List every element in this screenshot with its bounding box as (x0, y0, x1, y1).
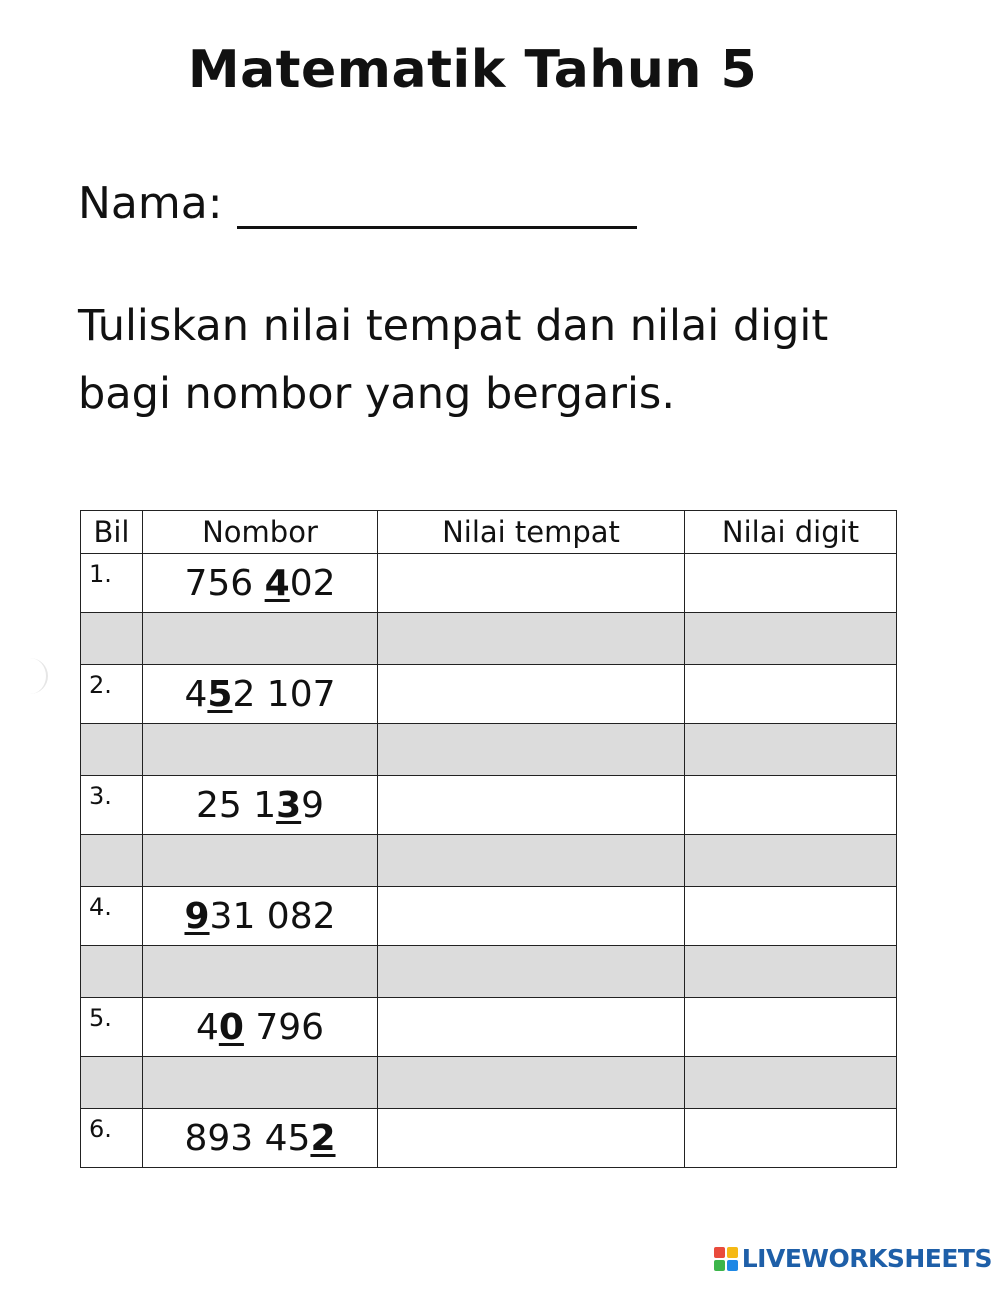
table-row (81, 776, 897, 835)
row-number: 2. (81, 665, 143, 724)
digit-value-answer[interactable] (685, 665, 897, 724)
spacer-row (81, 1057, 897, 1109)
row-number: 6. (81, 1109, 143, 1168)
header-nilai-digit: Nilai digit (685, 511, 897, 554)
digit-value-answer[interactable] (685, 998, 897, 1057)
instruction-line-1: Tuliskan nilai tempat dan nilai digit (78, 301, 829, 351)
header-nilai-tempat: Nilai tempat (378, 511, 685, 554)
place-value-answer[interactable] (378, 776, 685, 835)
place-value-answer[interactable] (378, 554, 685, 613)
row-number: 5. (81, 998, 143, 1057)
row-number: 1. (81, 554, 143, 613)
page-edge-mark (22, 658, 48, 694)
number-cell: 452 107 (143, 665, 378, 724)
header-nombor: Nombor (143, 511, 378, 554)
place-value-answer[interactable] (378, 1109, 685, 1168)
number-cell: 25 139 (143, 776, 378, 835)
name-label: Nama: (78, 178, 223, 229)
table-row (81, 1109, 897, 1168)
liveworksheets-logo-icon (714, 1247, 738, 1271)
spacer-row (81, 613, 897, 665)
digit-value-answer[interactable] (685, 776, 897, 835)
row-number: 4. (81, 887, 143, 946)
page-title: Matematik Tahun 5 (187, 40, 758, 100)
instruction-text (78, 292, 938, 428)
digit-value-answer[interactable] (685, 554, 897, 613)
table-header-row (81, 511, 897, 554)
digit-value-answer[interactable] (685, 887, 897, 946)
number-cell: 931 082 (143, 887, 378, 946)
number-cell: 40 796 (143, 998, 378, 1057)
spacer-row (81, 946, 897, 998)
row-number: 3. (81, 776, 143, 835)
underlined-digit: 9 (184, 895, 210, 937)
spacer-row (81, 835, 897, 887)
header-bil: Bil (81, 511, 143, 554)
number-cell: 893 452 (143, 1109, 378, 1168)
digit-value-answer[interactable] (685, 1109, 897, 1168)
underlined-digit: 4 (264, 562, 290, 604)
underlined-digit: 3 (276, 784, 302, 826)
table-row (81, 554, 897, 613)
liveworksheets-wordmark: LIVEWORKSHEETS (741, 1244, 992, 1273)
spacer-row (81, 724, 897, 776)
place-value-answer[interactable] (378, 887, 685, 946)
underlined-digit: 0 (218, 1006, 244, 1048)
liveworksheets-logo[interactable] (714, 1244, 992, 1273)
table-row (81, 998, 897, 1057)
place-value-answer[interactable] (378, 665, 685, 724)
underlined-digit: 5 (207, 673, 233, 715)
name-row (78, 178, 637, 229)
underlined-digit: 2 (310, 1117, 336, 1159)
answer-table (80, 510, 897, 1168)
name-blank-line[interactable] (237, 182, 637, 229)
instruction-line-2: bagi nombor yang bergaris. (78, 369, 675, 419)
table-row (81, 887, 897, 946)
table-row (81, 665, 897, 724)
number-cell: 756 402 (143, 554, 378, 613)
place-value-answer[interactable] (378, 998, 685, 1057)
